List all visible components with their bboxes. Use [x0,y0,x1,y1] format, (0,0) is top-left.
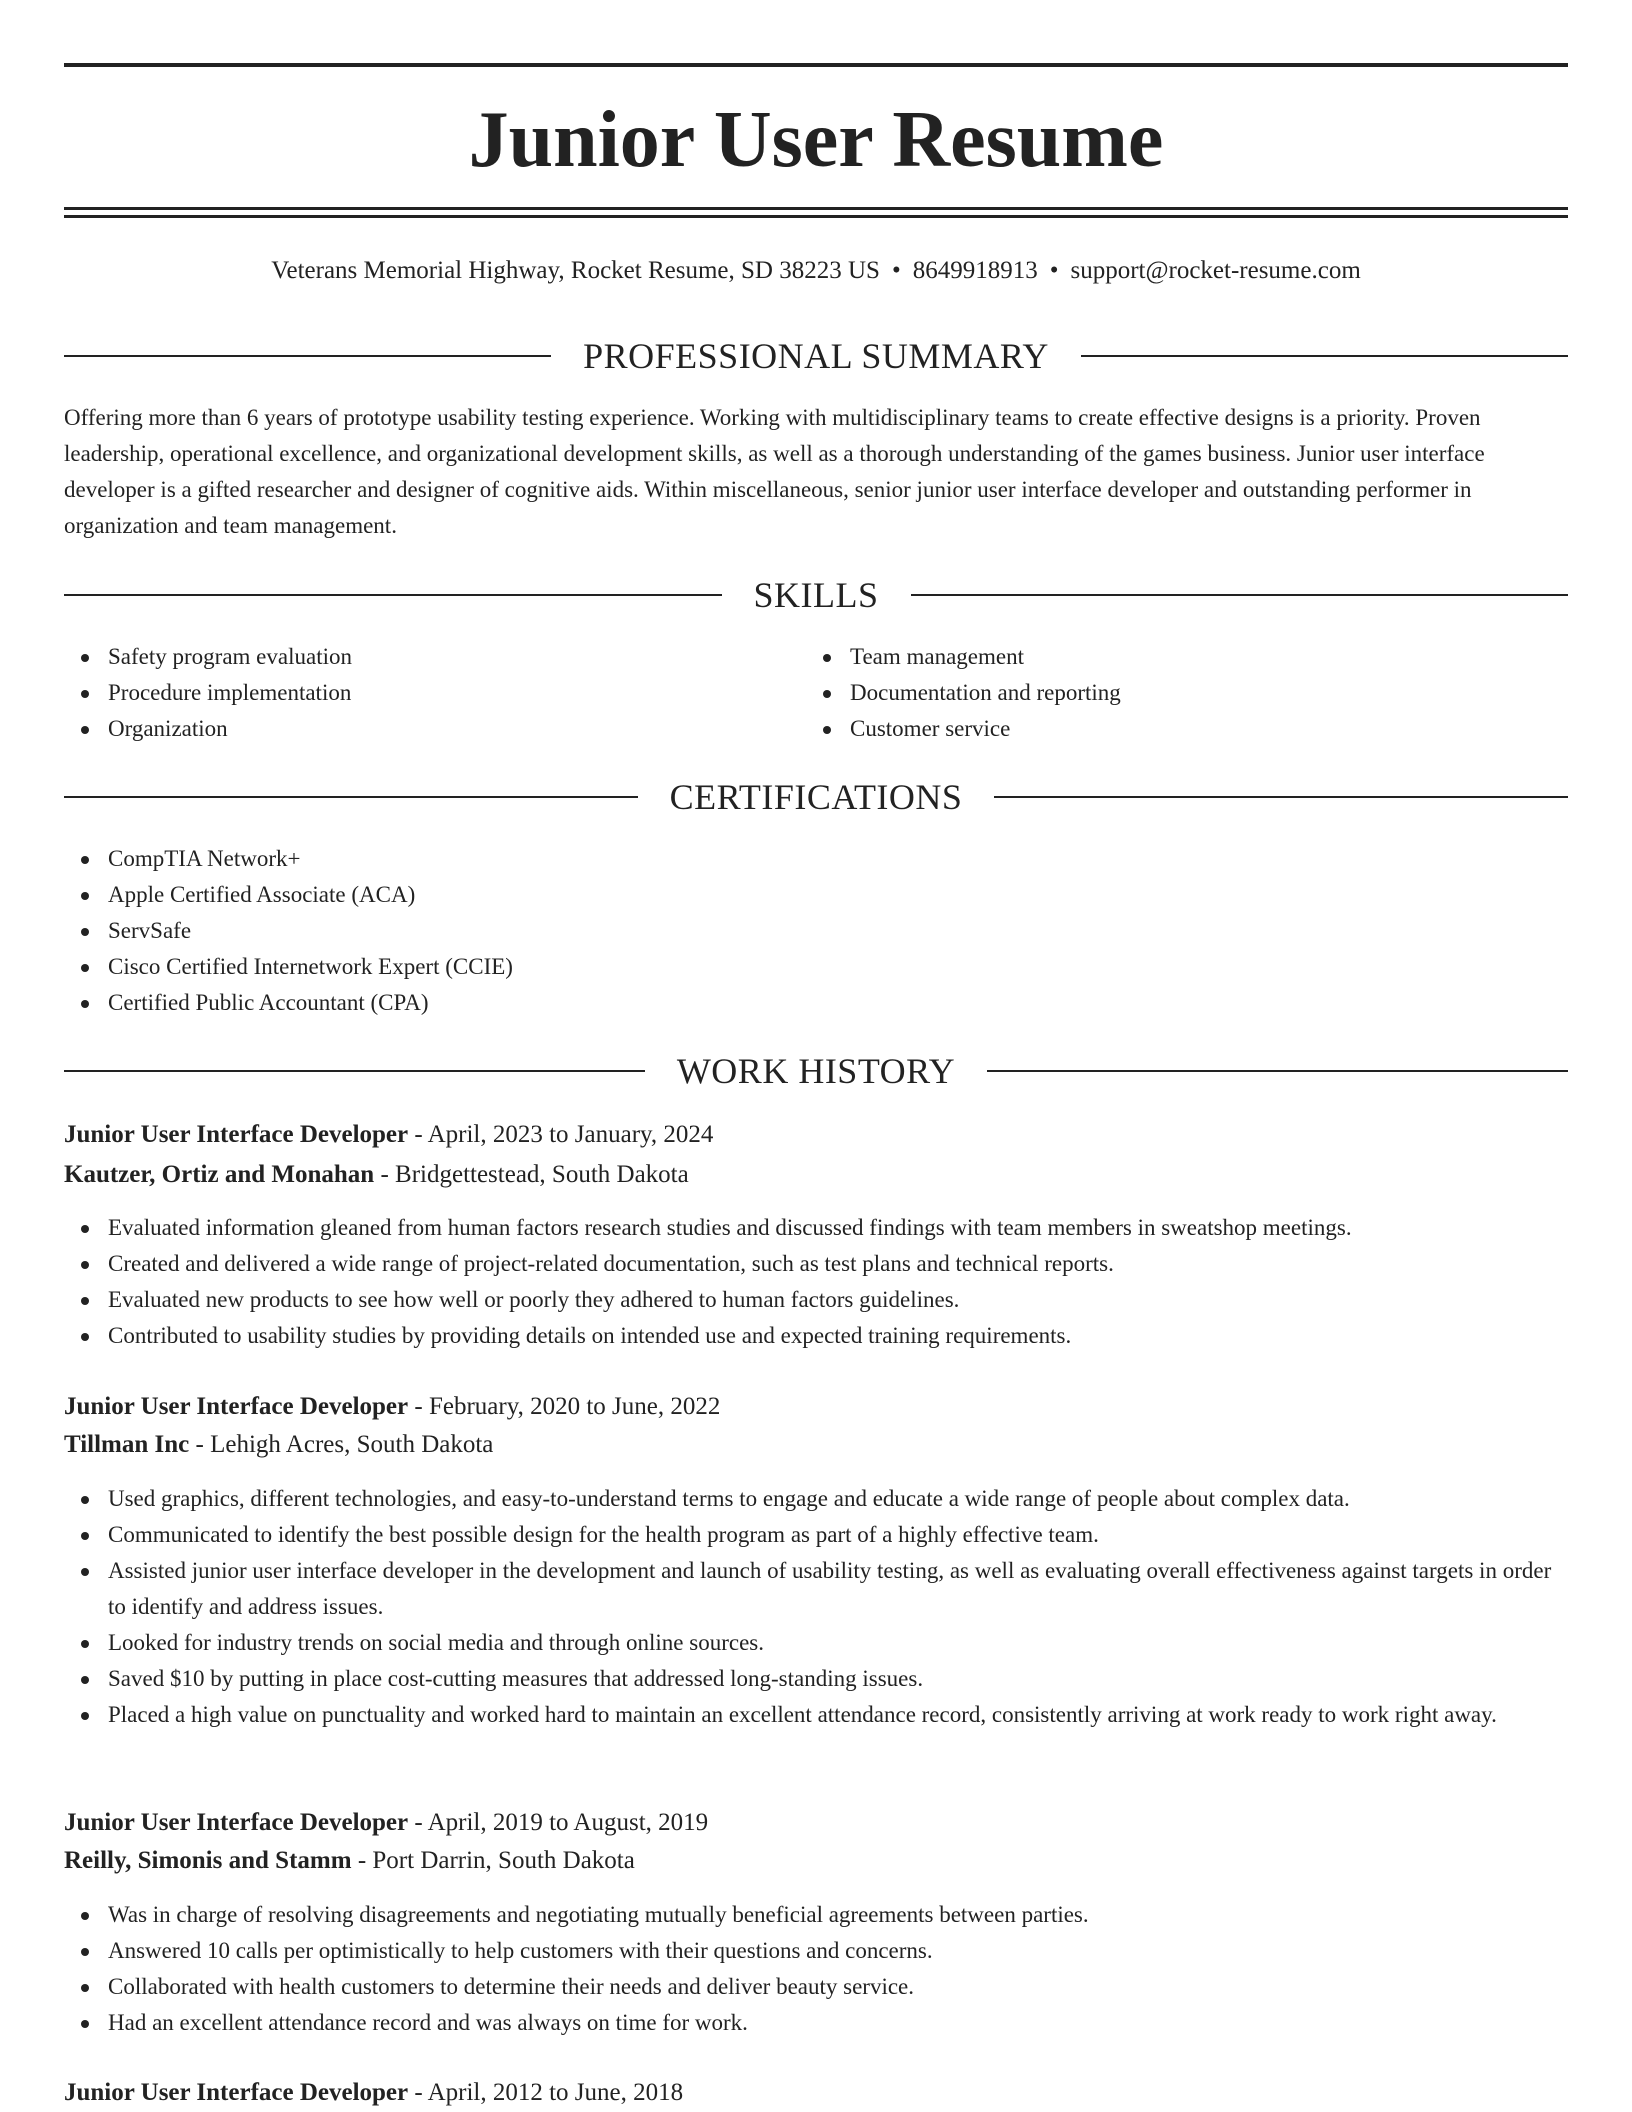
work-heading-label: WORK HISTORY [676,1051,956,1091]
skills-list-right [806,639,1568,747]
job-bullet: Placed a high value on punctuality and worked hard to maintain an excellent attendance record, consistently arriving at work ready to work right away. [64,1697,1568,1733]
dash: - [374,1161,396,1188]
job-bullet: Answered 10 calls per optimistically to help customers with their questions and concerns. [64,1933,1568,1969]
dash: - [408,1121,428,1148]
job-bullet: Evaluated information gleaned from human factors research studies and discussed findings with team members in sweatshop meetings. [64,1210,1568,1246]
certification-item: Cisco Certified Internetwork Expert (CCIE) [64,949,1568,985]
job-bullet: Contributed to usability studies by providing details on intended use and expected training requirements. [64,1318,1568,1354]
job-title: Junior User Interface Developer [64,1393,409,1420]
heading-rule-right [987,1070,1568,1072]
separator-dot: • [891,257,901,284]
job-dates: April, 2012 to June, 2018 [427,2079,684,2106]
summary-text: Offering more than 6 years of prototype usability testing experience. Working with multidisciplinary teams to create effective designs is a priority. Proven leadership, operational excellence, and organizational development skills, as well as a thorough understanding of the games business. Junior user interface developer is a gifted researcher and designer of cognitive aids. Within miscellaneous, senior junior user interface developer and outstanding performer in organization and team management. [64,405,1485,538]
job-title-line [64,1805,1568,1841]
job-title-line [64,1389,1568,1425]
title-rule-upper [64,207,1568,210]
heading-rule-left [64,355,551,357]
job-company-line [64,1157,1568,1193]
job-bullet: Communicated to identify the best possible design for the health program as part of a highly effective team. [64,1517,1568,1553]
job-bullet: Was in charge of resolving disagreements and negotiating mutually beneficial agreements between parties. [64,1897,1568,1933]
job-bullets [64,1210,1568,1354]
email: support@rocket-resume.com [1070,257,1361,284]
separator-dot: • [1049,257,1059,284]
phone: 8649918913 [912,257,1038,284]
job-bullet: Had an excellent attendance record and was always on time for work. [64,2005,1568,2041]
heading-rule-left [64,1070,645,1072]
contact-line [64,254,1568,288]
address: Veterans Memorial Highway, Rocket Resume, SD 38223 US [271,257,880,284]
summary-heading-label: PROFESSIONAL SUMMARY [583,336,1049,376]
skill-item: Organization [64,711,804,747]
heading-rule-left [64,796,638,798]
job-dates: April, 2019 to August, 2019 [427,1809,709,1836]
skill-item: Documentation and reporting [806,675,1568,711]
job-bullet: Assisted junior user interface developer in the development and launch of usability testing, as well as evaluating overall effectiveness against targets in order to identify and address issues. [64,1553,1568,1625]
company-name: Reilly, Simonis and Stamm [64,1847,352,1874]
job-title-line [64,1117,1568,1153]
job-location: Bridgettestead, South Dakota [395,1161,689,1188]
job-location: Port Darrin, South Dakota [372,1847,635,1874]
certification-item: Apple Certified Associate (ACA) [64,877,1568,913]
heading-rule-right [994,796,1568,798]
job-bullets [64,1897,1568,2041]
certification-item: CompTIA Network+ [64,841,1568,877]
skills-list-left [64,639,804,747]
skill-item: Customer service [806,711,1568,747]
summary-heading [64,336,1568,376]
company-name: Tillman Inc [64,1431,190,1458]
job-dates: April, 2023 to January, 2024 [427,1121,714,1148]
dash: - [189,1431,211,1458]
job-bullet: Created and delivered a wide range of project-related documentation, such as test plans and technical reports. [64,1246,1568,1282]
skill-item: Team management [806,639,1568,675]
skills-heading-label: SKILLS [753,575,879,615]
job-bullet: Collaborated with health customers to determine their needs and deliver beauty service. [64,1969,1568,2005]
certification-item: Certified Public Accountant (CPA) [64,985,1568,1021]
certifications-heading [64,777,1568,817]
skill-item: Procedure implementation [64,675,804,711]
job-location: Lehigh Acres, South Dakota [210,1431,494,1458]
skill-item: Safety program evaluation [64,639,804,675]
job-company-line [64,1427,1568,1463]
job-title-line [64,2075,1568,2111]
certification-item: ServSafe [64,913,1568,949]
job-company-line [64,1843,1568,1879]
dash: - [408,1809,428,1836]
top-rule [64,63,1568,67]
dash: - [408,2079,428,2106]
job-title: Junior User Interface Developer [64,2079,409,2106]
job-bullet: Used graphics, different technologies, and easy-to-understand terms to engage and educate a wide range of people about complex data. [64,1481,1568,1517]
certifications-list [64,841,1568,1021]
work-heading [64,1051,1568,1091]
skills-heading [64,575,1568,615]
job-title: Junior User Interface Developer [64,1121,409,1148]
job-bullet: Saved $10 by putting in place cost-cutting measures that addressed long-standing issues. [64,1661,1568,1697]
company-name: Kautzer, Ortiz and Monahan [64,1161,375,1188]
job-bullets [64,1481,1568,1733]
certifications-heading-label: CERTIFICATIONS [669,777,963,817]
heading-rule-left [64,594,722,596]
heading-rule-right [1081,355,1568,357]
heading-rule-right [911,594,1569,596]
job-bullet: Looked for industry trends on social media and through online sources. [64,1625,1568,1661]
page-title: Junior User Resume [468,96,1164,184]
job-dates: February, 2020 to June, 2022 [428,1393,721,1420]
job-bullet: Evaluated new products to see how well or poorly they adhered to human factors guidelines. [64,1282,1568,1318]
job-title: Junior User Interface Developer [64,1809,409,1836]
title-rule-lower [64,215,1568,218]
dash: - [408,1393,429,1420]
dash: - [351,1847,373,1874]
